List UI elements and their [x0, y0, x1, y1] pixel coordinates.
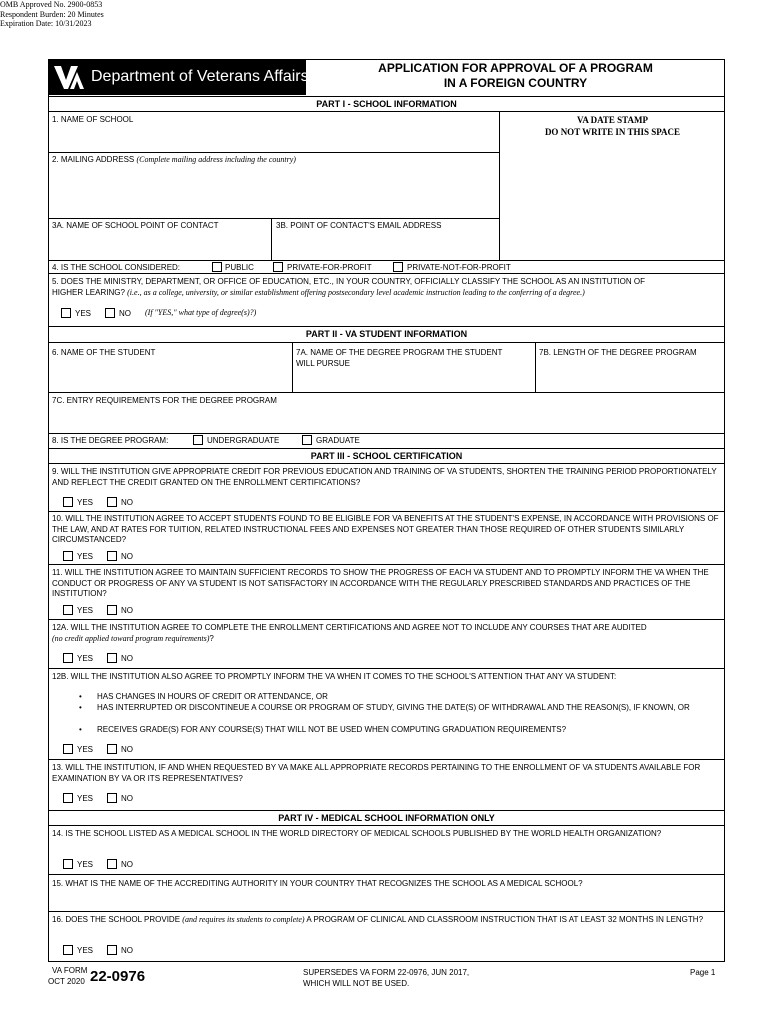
form-title [306, 61, 725, 91]
va-header-banner [48, 59, 309, 95]
undergraduate-label: UNDERGRADUATE [207, 436, 280, 445]
q9-yes-checkbox[interactable] [63, 497, 73, 507]
q12a-label-line2 [52, 634, 214, 644]
footer-form-number: 22-0976 [90, 968, 146, 985]
q6-label: 6. NAME OF THE STUDENT [52, 348, 156, 357]
q5-follow-up: (If "YES," what type of degree(s)?) [145, 308, 257, 317]
q3b-label: 3B. POINT OF CONTACT'S EMAIL ADDRESS [276, 221, 442, 230]
q10-label: 10. WILL THE INSTITUTION AGREE TO ACCEPT STUDENTS FOUND TO BE ELIGIBLE FOR VA BENEFITS AT THE STUDENT'S EXPENSE, IN ACCORDANCE WITH PROVISIONS OF THE LAW, AND AT RATES FOR TUITION, RELATED INSTRUCTIONAL FEES AND EXPENSES NOT GREATER THAN THOSE REQUIRED OF OTHER STUDENTS SIMILARLY CIRCUMSTANCED? [52, 514, 719, 544]
q16-text-b: A PROGRAM OF CLINICAL AND CLASSROOM INSTRUCTION THAT IS AT LEAST 32 MONTHS IN LENGTH? [306, 915, 704, 924]
q12b-bullet-1 [79, 692, 710, 703]
q5-note: (i.e., as a college, university, or similar establishment offering postsecondary level academic instruction leading to the conferring of a degree.) [127, 288, 585, 297]
q13-yes-checkbox[interactable] [63, 793, 73, 803]
public-label: PUBLIC [225, 263, 254, 272]
footer-supersedes-1: SUPERSEDES VA FORM 22-0976, JUN 2017, [303, 968, 470, 977]
public-checkbox[interactable] [212, 262, 222, 272]
q12a-note: (no credit applied toward program requirements) [52, 634, 210, 643]
q16-text-a: 16. DOES THE SCHOOL PROVIDE [52, 915, 181, 924]
graduate-label: GRADUATE [316, 436, 360, 445]
q11-yes-label: YES [77, 606, 94, 615]
footer-date: OCT 2020 [48, 977, 85, 986]
q3a-label: 3A. NAME OF SCHOOL POINT OF CONTACT [52, 221, 219, 230]
q15-label: 15. WHAT IS THE NAME OF THE ACCREDITING AUTHORITY IN YOUR COUNTRY THAT RECOGNIZES THE SCHOOL AS A MEDICAL SCHOOL? [52, 879, 583, 888]
q2-text: 2. MAILING ADDRESS [52, 155, 135, 164]
q11-no-label: NO [121, 606, 133, 615]
q16-label [52, 915, 722, 926]
q14-label: 14. IS THE SCHOOL LISTED AS A MEDICAL SCHOOL IN THE WORLD DIRECTORY OF MEDICAL SCHOOLS PUBLISHED BY THE WORLD HEALTH ORGANIZATION? [52, 829, 662, 838]
q16-no-checkbox[interactable] [107, 945, 117, 955]
q7a-label-line1: 7A. NAME OF THE DEGREE PROGRAM THE STUDENT [296, 348, 503, 357]
omb-info [0, 0, 770, 29]
q5-text2: HIGHER LEARING? [52, 288, 125, 297]
omb-expiration: Expiration Date: 10/31/2023 [0, 19, 92, 28]
q12b-no-checkbox[interactable] [107, 744, 117, 754]
bullet-icon: • [79, 703, 82, 712]
student-name-field[interactable] [49, 360, 291, 390]
q9-no-checkbox[interactable] [107, 497, 117, 507]
q11-no-checkbox[interactable] [107, 605, 117, 615]
q13-label: 13. WILL THE INSTITUTION, IF AND WHEN REQUESTED BY VA MAKE ALL APPROPRIATE RECORDS PERTAINING TO THE ENROLLMENT OF VA STUDENTS AVAILABLE FOR EXAMINATION BY VA OR ITS REPRESENTATIVES? [52, 763, 701, 783]
q12b-bullet-3 [79, 725, 710, 736]
program-length-field[interactable] [536, 360, 724, 390]
form-title-line2: IN A FOREIGN COUNTRY [443, 76, 588, 90]
q13-no-checkbox[interactable] [107, 793, 117, 803]
form-title-line1: APPLICATION FOR APPROVAL OF A PROGRAM [378, 61, 653, 75]
q12b-bullet-2 [79, 703, 710, 714]
omb-burden: Respondent Burden: 20 Minutes [0, 9, 104, 19]
q9-yes-label: YES [77, 498, 94, 507]
q12a-yes-label: YES [77, 654, 94, 663]
q10-yes-label: YES [77, 552, 94, 561]
q7a-label-line2: WILL PURSUE [296, 359, 350, 368]
graduate-checkbox[interactable] [302, 435, 312, 445]
part3-title: PART III - SCHOOL CERTIFICATION [310, 451, 463, 461]
q12b-yes-label: YES [77, 745, 94, 754]
q10-yes-checkbox[interactable] [63, 551, 73, 561]
school-name-field[interactable] [49, 126, 499, 151]
bullet-icon: • [79, 692, 82, 701]
q5-yes-label: YES [75, 309, 92, 318]
undergraduate-checkbox[interactable] [193, 435, 203, 445]
q16-note: (and requires its students to complete) [182, 915, 305, 924]
poc-email-field[interactable] [272, 233, 498, 259]
q12a-no-label: NO [121, 654, 133, 663]
q9-label: 9. WILL THE INSTITUTION GIVE APPROPRIATE CREDIT FOR PREVIOUS EDUCATION AND TRAINING OF VA STUDENTS, SHORTEN THE TRAINING PERIOD PROPORTIONATELY AND REFLECT THE CREDIT GRANTED ON THE ENROLLMENT CERTIFICATIONS? [52, 467, 717, 487]
footer-page-number: Page 1 [690, 968, 716, 977]
q11-yes-checkbox[interactable] [63, 605, 73, 615]
q12a-end: ? [209, 634, 214, 643]
agency-name: Department of Veterans Affairs [91, 68, 309, 85]
footer-supersedes-2: WHICH WILL NOT BE USED. [303, 979, 410, 988]
q5-yes-checkbox[interactable] [61, 308, 71, 318]
q12b-yes-checkbox[interactable] [63, 744, 73, 754]
poc-name-field[interactable] [49, 233, 270, 259]
q12b-bullet-1-text: HAS CHANGES IN HOURS OF CREDIT OR ATTENDANCE, OR [97, 692, 328, 701]
bullet-icon: • [79, 725, 82, 734]
stamp-line1: VA DATE STAMP [576, 115, 648, 125]
q7b-label: 7B. LENGTH OF THE DEGREE PROGRAM [539, 348, 697, 357]
q12a-label: 12A. WILL THE INSTITUTION AGREE TO COMPLETE THE ENROLLMENT CERTIFICATIONS AND AGREE NOT TO INCLUDE ANY COURSES THAT ARE AUDITED [52, 623, 647, 632]
q13-no-label: NO [121, 794, 133, 803]
q12b-label: 12B. WILL THE INSTITUTION ALSO AGREE TO PROMPTLY INFORM THE VA WHEN IT COMES TO THE SCHOOL'S ATTENTION THAT ANY VA STUDENT: [52, 672, 617, 681]
omb-approved: OMB Approved No. 2900-0853 [0, 0, 103, 9]
q12b-bullet-3-text: RECEIVES GRADE(S) FOR ANY COURSE(S) THAT WILL NOT BE USED WHEN COMPUTING GRADUATION REQUIREMENTS? [97, 725, 567, 734]
q16-yes-label: YES [77, 946, 94, 955]
q8-label: 8. IS THE DEGREE PROGRAM: [52, 436, 169, 445]
q12a-yes-checkbox[interactable] [63, 653, 73, 663]
part2-title: PART II - VA STUDENT INFORMATION [305, 329, 468, 339]
q10-no-label: NO [121, 552, 133, 561]
q2-label [52, 155, 296, 165]
q5-label-line2 [52, 288, 585, 298]
private-for-profit-checkbox[interactable] [273, 262, 283, 272]
q16-yes-checkbox[interactable] [63, 945, 73, 955]
q5-label-line1: 5. DOES THE MINISTRY, DEPARTMENT, OR OFFICE OF EDUCATION, ETC., IN YOUR COUNTRY, OFFICIALLY CLASSIFY THE SCHOOL AS AN INSTITUTION OF [52, 277, 645, 286]
part1-title: PART I - SCHOOL INFORMATION [316, 99, 457, 109]
q5-no-label: NO [119, 309, 131, 318]
va-date-stamp [500, 114, 725, 138]
q14-yes-label: YES [77, 860, 94, 869]
q16-no-label: NO [121, 946, 133, 955]
part4-title: PART IV - MEDICAL SCHOOL INFORMATION ONLY [278, 813, 495, 823]
q12b-bullet-2-text: HAS INTERRUPTED OR DISCONTINEUE A COURSE OR PROGRAM OF STUDY, GIVING THE DATE(S) OF WITHDRAWAL AND THE REASON(S), IF KNOWN, OR [97, 703, 690, 712]
q10-no-checkbox[interactable] [107, 551, 117, 561]
q14-no-label: NO [121, 860, 133, 869]
stamp-line2: DO NOT WRITE IN THIS SPACE [544, 127, 681, 137]
q9-no-label: NO [121, 498, 133, 507]
degree-program-field[interactable] [293, 371, 534, 390]
q5-no-checkbox[interactable] [105, 308, 115, 318]
q13-yes-label: YES [77, 794, 94, 803]
q1-label: 1. NAME OF SCHOOL [52, 115, 134, 124]
q2-note: (Complete mailing address including the country) [136, 155, 296, 164]
footer-va-form: VA FORM [52, 966, 88, 975]
q14-yes-checkbox[interactable] [63, 859, 73, 869]
q14-no-checkbox[interactable] [107, 859, 117, 869]
accrediting-authority-field[interactable] [49, 891, 724, 909]
mailing-address-field[interactable] [49, 167, 499, 217]
q12b-no-label: NO [121, 745, 133, 754]
q12a-no-checkbox[interactable] [107, 653, 117, 663]
q11-label: 11. WILL THE INSTITUTION AGREE TO MAINTAIN SUFFICIENT RECORDS TO SHOW THE PROGRESS OF EACH VA STUDENT AND TO PROMPTLY INFORM THE VA WHEN THE CONDUCT OR PROGRESS OF ANY VA STUDENT IS NOT SATISFACTORY IN ACCORDANCE WITH THE REGULARLY PRESCRIBED STANDARDS AND PRACTICES OF THE INSTITUTION? [52, 568, 709, 598]
va-logo-icon [53, 63, 87, 91]
entry-requirements-field[interactable] [49, 408, 724, 432]
q4-label: 4. IS THE SCHOOL CONSIDERED: [52, 263, 181, 272]
q7c-label: 7C. ENTRY REQUIREMENTS FOR THE DEGREE PROGRAM [52, 396, 277, 405]
private-for-profit-label: PRIVATE-FOR-PROFIT [287, 263, 372, 272]
private-not-for-profit-label: PRIVATE-NOT-FOR-PROFIT [407, 263, 511, 272]
private-not-for-profit-checkbox[interactable] [393, 262, 403, 272]
